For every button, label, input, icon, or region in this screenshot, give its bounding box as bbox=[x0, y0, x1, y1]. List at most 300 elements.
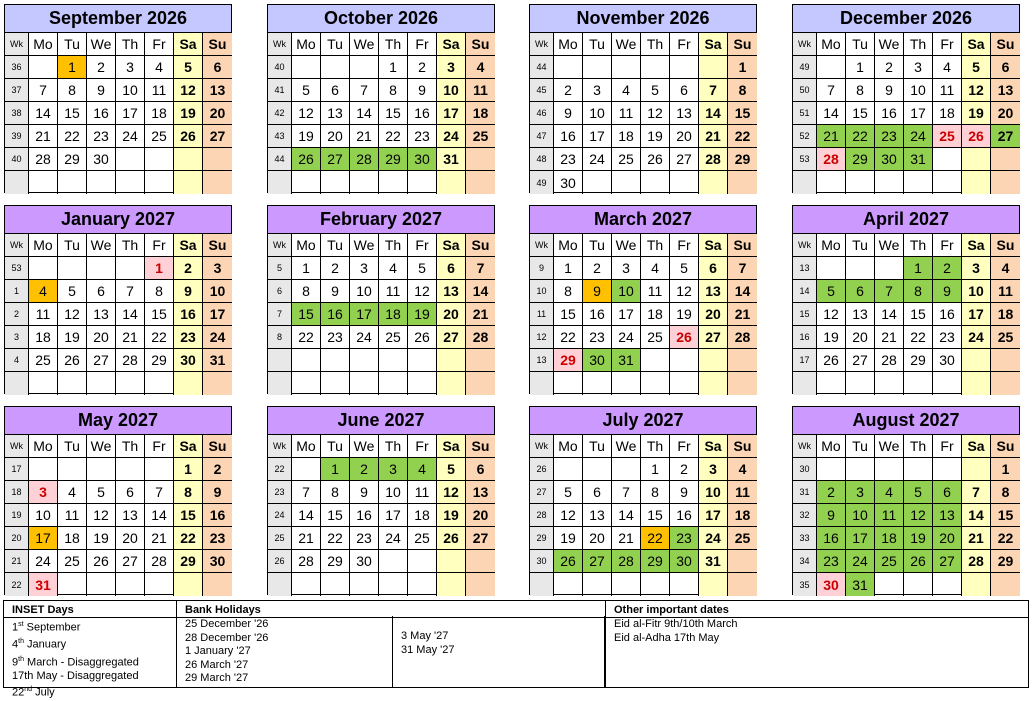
day-cell bbox=[350, 171, 379, 194]
day-cell: 17 bbox=[203, 303, 232, 326]
day-cell: 11 bbox=[408, 481, 437, 504]
day-cell bbox=[87, 372, 116, 395]
week-number: 49 bbox=[793, 56, 817, 79]
month-title: February 2027 bbox=[268, 206, 494, 234]
day-cell: 4 bbox=[145, 56, 174, 79]
day-cell: 16 bbox=[321, 303, 350, 326]
day-cell: 23 bbox=[408, 125, 437, 148]
week-number: 44 bbox=[268, 148, 292, 171]
day-cell: 27 bbox=[699, 326, 728, 349]
day-cell: 30 bbox=[203, 550, 232, 573]
week-number: 53 bbox=[793, 148, 817, 171]
weekday-header: We bbox=[612, 435, 641, 458]
day-cell: 25 bbox=[728, 527, 757, 550]
day-cell bbox=[583, 56, 612, 79]
day-cell: 7 bbox=[699, 79, 728, 102]
day-cell bbox=[991, 148, 1020, 171]
weekday-header: We bbox=[612, 234, 641, 257]
day-cell: 19 bbox=[292, 125, 321, 148]
weekday-header: Fr bbox=[933, 234, 962, 257]
day-cell bbox=[116, 458, 145, 481]
day-cell bbox=[466, 573, 495, 596]
day-cell bbox=[466, 148, 495, 171]
weekday-header: Wk bbox=[268, 435, 292, 458]
day-cell: 12 bbox=[58, 303, 87, 326]
day-cell: 1 bbox=[292, 257, 321, 280]
day-cell: 17 bbox=[612, 303, 641, 326]
day-cell: 11 bbox=[379, 280, 408, 303]
day-cell: 3 bbox=[350, 257, 379, 280]
day-cell bbox=[962, 349, 991, 372]
day-cell: 25 bbox=[641, 326, 670, 349]
weekday-header: Tu bbox=[846, 33, 875, 56]
day-cell: 7 bbox=[612, 481, 641, 504]
day-cell: 9 bbox=[875, 79, 904, 102]
day-cell bbox=[875, 171, 904, 194]
day-cell: 22 bbox=[145, 326, 174, 349]
weekday-header: Su bbox=[466, 234, 495, 257]
day-cell: 24 bbox=[612, 326, 641, 349]
weekday-header: Wk bbox=[530, 33, 554, 56]
day-cell bbox=[87, 257, 116, 280]
weekday-header: We bbox=[875, 234, 904, 257]
week-number: 26 bbox=[530, 458, 554, 481]
weekday-header: Tu bbox=[321, 33, 350, 56]
day-cell: 8 bbox=[321, 481, 350, 504]
day-cell bbox=[817, 372, 846, 395]
week-number: 22 bbox=[5, 573, 29, 596]
day-cell: 27 bbox=[583, 550, 612, 573]
week-number: 2 bbox=[5, 303, 29, 326]
day-cell bbox=[962, 372, 991, 395]
month-title: July 2027 bbox=[530, 407, 756, 435]
day-cell: 21 bbox=[699, 125, 728, 148]
day-cell: 9 bbox=[174, 280, 203, 303]
day-cell bbox=[904, 573, 933, 596]
day-cell: 12 bbox=[962, 79, 991, 102]
weekday-header: Wk bbox=[530, 234, 554, 257]
day-cell bbox=[145, 171, 174, 194]
day-cell bbox=[116, 171, 145, 194]
day-cell bbox=[875, 458, 904, 481]
weekday-header: Fr bbox=[145, 435, 174, 458]
day-cell: 7 bbox=[350, 79, 379, 102]
day-cell: 13 bbox=[321, 102, 350, 125]
day-cell bbox=[29, 56, 58, 79]
day-cell bbox=[875, 372, 904, 395]
day-cell: 30 bbox=[554, 171, 583, 194]
day-cell: 18 bbox=[408, 504, 437, 527]
day-cell: 11 bbox=[641, 280, 670, 303]
day-cell: 27 bbox=[466, 527, 495, 550]
day-cell: 16 bbox=[933, 303, 962, 326]
weekday-header: Fr bbox=[933, 33, 962, 56]
day-cell bbox=[408, 550, 437, 573]
weekday-header: We bbox=[612, 33, 641, 56]
day-cell: 18 bbox=[466, 102, 495, 125]
day-cell bbox=[87, 573, 116, 596]
week-number: 43 bbox=[268, 125, 292, 148]
day-cell: 8 bbox=[58, 79, 87, 102]
week-number bbox=[5, 171, 29, 194]
bank-holiday-item: 26 March '27 bbox=[185, 658, 249, 671]
day-cell: 5 bbox=[174, 56, 203, 79]
day-cell: 14 bbox=[728, 280, 757, 303]
weekday-header: Fr bbox=[408, 33, 437, 56]
day-cell bbox=[408, 349, 437, 372]
month-title: September 2026 bbox=[5, 5, 231, 33]
day-cell: 6 bbox=[87, 280, 116, 303]
weekday-header: Su bbox=[728, 435, 757, 458]
day-cell: 23 bbox=[933, 326, 962, 349]
day-cell: 31 bbox=[904, 148, 933, 171]
month-february-2027 bbox=[267, 205, 495, 394]
day-cell bbox=[174, 573, 203, 596]
day-cell: 1 bbox=[641, 458, 670, 481]
day-cell: 25 bbox=[612, 148, 641, 171]
day-cell: 21 bbox=[466, 303, 495, 326]
day-cell: 6 bbox=[583, 481, 612, 504]
day-cell: 15 bbox=[728, 102, 757, 125]
day-cell: 20 bbox=[583, 527, 612, 550]
day-cell bbox=[670, 349, 699, 372]
important-date-item: Eid al-Fitr 9th/10th March bbox=[614, 618, 738, 630]
week-number: 24 bbox=[268, 504, 292, 527]
day-cell: 3 bbox=[904, 56, 933, 79]
day-cell: 29 bbox=[846, 148, 875, 171]
day-cell bbox=[728, 550, 757, 573]
day-cell bbox=[321, 573, 350, 596]
day-cell: 20 bbox=[846, 326, 875, 349]
day-cell: 14 bbox=[350, 102, 379, 125]
weekday-header: Tu bbox=[321, 435, 350, 458]
important-date-item: Eid al-Adha 17th May bbox=[614, 631, 720, 644]
day-cell: 24 bbox=[29, 550, 58, 573]
week-number: 23 bbox=[268, 481, 292, 504]
week-number: 26 bbox=[268, 550, 292, 573]
day-cell: 7 bbox=[962, 481, 991, 504]
day-cell: 4 bbox=[379, 257, 408, 280]
day-cell: 7 bbox=[116, 280, 145, 303]
day-cell: 15 bbox=[379, 102, 408, 125]
weekday-header: Tu bbox=[583, 234, 612, 257]
weekday-header: We bbox=[350, 33, 379, 56]
day-cell: 9 bbox=[583, 280, 612, 303]
day-cell: 2 bbox=[554, 79, 583, 102]
day-cell: 20 bbox=[466, 504, 495, 527]
weekday-header: We bbox=[350, 435, 379, 458]
day-cell: 29 bbox=[58, 148, 87, 171]
day-cell: 18 bbox=[612, 125, 641, 148]
day-cell bbox=[350, 56, 379, 79]
day-cell bbox=[554, 573, 583, 596]
day-cell: 11 bbox=[145, 79, 174, 102]
day-cell: 24 bbox=[379, 527, 408, 550]
day-cell: 19 bbox=[87, 527, 116, 550]
day-cell: 28 bbox=[875, 349, 904, 372]
day-cell: 2 bbox=[670, 458, 699, 481]
day-cell: 9 bbox=[321, 280, 350, 303]
weekday-header: Su bbox=[991, 33, 1020, 56]
day-cell: 30 bbox=[875, 148, 904, 171]
day-cell: 14 bbox=[962, 504, 991, 527]
day-cell: 15 bbox=[321, 504, 350, 527]
weekday-header: Su bbox=[203, 234, 232, 257]
day-cell bbox=[350, 349, 379, 372]
day-cell: 10 bbox=[612, 280, 641, 303]
day-cell: 7 bbox=[145, 481, 174, 504]
day-cell: 22 bbox=[846, 125, 875, 148]
day-cell: 7 bbox=[728, 257, 757, 280]
day-cell: 8 bbox=[728, 79, 757, 102]
day-cell bbox=[145, 372, 174, 395]
day-cell bbox=[174, 171, 203, 194]
day-cell bbox=[379, 550, 408, 573]
day-cell: 16 bbox=[554, 125, 583, 148]
day-cell bbox=[728, 372, 757, 395]
week-number bbox=[268, 349, 292, 372]
day-cell: 30 bbox=[817, 573, 846, 596]
day-cell bbox=[29, 372, 58, 395]
day-cell: 23 bbox=[670, 527, 699, 550]
day-cell: 24 bbox=[699, 527, 728, 550]
day-cell: 20 bbox=[87, 326, 116, 349]
day-cell: 19 bbox=[174, 102, 203, 125]
day-cell bbox=[203, 372, 232, 395]
day-cell: 20 bbox=[933, 527, 962, 550]
day-cell bbox=[145, 148, 174, 171]
day-cell bbox=[379, 171, 408, 194]
week-number bbox=[5, 372, 29, 395]
day-cell bbox=[292, 349, 321, 372]
day-cell: 9 bbox=[670, 481, 699, 504]
day-cell: 3 bbox=[29, 481, 58, 504]
month-may-2027 bbox=[4, 406, 232, 595]
day-cell: 23 bbox=[203, 527, 232, 550]
day-cell bbox=[699, 573, 728, 596]
day-cell: 16 bbox=[408, 102, 437, 125]
day-cell bbox=[670, 56, 699, 79]
day-cell: 11 bbox=[58, 504, 87, 527]
day-cell bbox=[203, 573, 232, 596]
day-cell: 29 bbox=[379, 148, 408, 171]
day-cell: 16 bbox=[203, 504, 232, 527]
day-cell bbox=[58, 458, 87, 481]
day-cell: 8 bbox=[991, 481, 1020, 504]
day-cell: 29 bbox=[554, 349, 583, 372]
day-cell bbox=[817, 56, 846, 79]
day-cell: 14 bbox=[292, 504, 321, 527]
weekday-header: We bbox=[875, 435, 904, 458]
day-cell bbox=[846, 171, 875, 194]
day-cell: 14 bbox=[145, 504, 174, 527]
week-number: 30 bbox=[793, 458, 817, 481]
day-cell: 3 bbox=[203, 257, 232, 280]
weekday-header: Mo bbox=[554, 234, 583, 257]
day-cell: 10 bbox=[379, 481, 408, 504]
week-number: 40 bbox=[268, 56, 292, 79]
weekday-header: Sa bbox=[437, 234, 466, 257]
day-cell: 11 bbox=[875, 504, 904, 527]
month-june-2027 bbox=[267, 406, 495, 595]
day-cell: 10 bbox=[203, 280, 232, 303]
weekday-header: Wk bbox=[793, 33, 817, 56]
other-dates-header: Other important dates bbox=[606, 601, 1028, 618]
day-cell: 12 bbox=[670, 280, 699, 303]
day-cell bbox=[904, 458, 933, 481]
weekday-header: Tu bbox=[58, 435, 87, 458]
day-cell: 4 bbox=[612, 79, 641, 102]
day-cell: 12 bbox=[87, 504, 116, 527]
weekday-header: Sa bbox=[962, 435, 991, 458]
day-cell: 15 bbox=[904, 303, 933, 326]
day-cell bbox=[583, 171, 612, 194]
day-cell: 13 bbox=[437, 280, 466, 303]
day-cell: 14 bbox=[29, 102, 58, 125]
day-cell: 17 bbox=[962, 303, 991, 326]
week-number bbox=[268, 372, 292, 395]
weekday-header: Mo bbox=[554, 435, 583, 458]
day-cell bbox=[29, 257, 58, 280]
weekday-header: Su bbox=[991, 435, 1020, 458]
day-cell bbox=[554, 372, 583, 395]
day-cell: 23 bbox=[174, 326, 203, 349]
week-number: 53 bbox=[5, 257, 29, 280]
day-cell: 11 bbox=[29, 303, 58, 326]
day-cell: 21 bbox=[116, 326, 145, 349]
weekday-header: Mo bbox=[292, 234, 321, 257]
day-cell: 12 bbox=[408, 280, 437, 303]
day-cell: 28 bbox=[116, 349, 145, 372]
day-cell bbox=[846, 372, 875, 395]
month-title: December 2026 bbox=[793, 5, 1019, 33]
inset-day-item: 9th March - Disaggregated bbox=[12, 655, 139, 669]
day-cell bbox=[583, 372, 612, 395]
day-cell: 11 bbox=[991, 280, 1020, 303]
day-cell: 28 bbox=[817, 148, 846, 171]
weekday-header: Fr bbox=[933, 435, 962, 458]
day-cell: 4 bbox=[58, 481, 87, 504]
day-cell: 17 bbox=[699, 504, 728, 527]
day-cell: 24 bbox=[350, 326, 379, 349]
weekday-header: Th bbox=[641, 234, 670, 257]
weekday-header: Th bbox=[116, 234, 145, 257]
weekday-header: Th bbox=[904, 435, 933, 458]
day-cell bbox=[87, 458, 116, 481]
day-cell: 29 bbox=[321, 550, 350, 573]
day-cell: 21 bbox=[875, 326, 904, 349]
inset-days-list bbox=[4, 618, 176, 701]
day-cell bbox=[408, 372, 437, 395]
day-cell: 19 bbox=[962, 102, 991, 125]
day-cell: 4 bbox=[408, 458, 437, 481]
day-cell: 3 bbox=[116, 56, 145, 79]
day-cell: 23 bbox=[554, 148, 583, 171]
day-cell: 29 bbox=[904, 349, 933, 372]
day-cell: 10 bbox=[29, 504, 58, 527]
week-number: 4 bbox=[5, 349, 29, 372]
day-cell: 5 bbox=[817, 280, 846, 303]
day-cell: 24 bbox=[962, 326, 991, 349]
month-title: March 2027 bbox=[530, 206, 756, 234]
other-dates-column bbox=[605, 601, 1028, 687]
day-cell: 9 bbox=[933, 280, 962, 303]
week-number: 5 bbox=[268, 257, 292, 280]
month-title: June 2027 bbox=[268, 407, 494, 435]
day-cell bbox=[699, 56, 728, 79]
day-cell: 4 bbox=[728, 458, 757, 481]
day-cell: 4 bbox=[991, 257, 1020, 280]
day-cell bbox=[904, 171, 933, 194]
day-cell: 18 bbox=[58, 527, 87, 550]
weekday-header: Su bbox=[728, 234, 757, 257]
day-cell: 2 bbox=[933, 257, 962, 280]
day-cell: 26 bbox=[554, 550, 583, 573]
week-number: 51 bbox=[793, 102, 817, 125]
weekday-header: Fr bbox=[145, 234, 174, 257]
day-cell: 27 bbox=[116, 550, 145, 573]
day-cell: 21 bbox=[29, 125, 58, 148]
day-cell bbox=[174, 372, 203, 395]
week-number: 32 bbox=[793, 504, 817, 527]
weekday-header: Th bbox=[641, 33, 670, 56]
day-cell: 10 bbox=[699, 481, 728, 504]
day-cell: 18 bbox=[29, 326, 58, 349]
day-cell: 24 bbox=[116, 125, 145, 148]
day-cell bbox=[817, 171, 846, 194]
day-cell: 15 bbox=[58, 102, 87, 125]
day-cell: 15 bbox=[641, 504, 670, 527]
inset-days-header: INSET Days bbox=[4, 601, 176, 618]
week-number: 3 bbox=[5, 326, 29, 349]
day-cell bbox=[58, 372, 87, 395]
day-cell: 28 bbox=[699, 148, 728, 171]
day-cell: 29 bbox=[641, 550, 670, 573]
day-cell: 6 bbox=[466, 458, 495, 481]
day-cell: 6 bbox=[116, 481, 145, 504]
week-number: 49 bbox=[530, 171, 554, 194]
day-cell bbox=[292, 171, 321, 194]
day-cell bbox=[116, 573, 145, 596]
week-number bbox=[793, 372, 817, 395]
weekday-header: Wk bbox=[793, 435, 817, 458]
day-cell: 3 bbox=[612, 257, 641, 280]
day-cell: 3 bbox=[437, 56, 466, 79]
day-cell: 27 bbox=[203, 125, 232, 148]
day-cell: 8 bbox=[904, 280, 933, 303]
day-cell: 16 bbox=[174, 303, 203, 326]
day-cell: 18 bbox=[875, 527, 904, 550]
day-cell: 18 bbox=[728, 504, 757, 527]
day-cell bbox=[58, 257, 87, 280]
day-cell bbox=[933, 148, 962, 171]
day-cell: 6 bbox=[991, 56, 1020, 79]
day-cell: 28 bbox=[962, 550, 991, 573]
inset-days-column bbox=[4, 601, 177, 699]
weekday-header: Su bbox=[203, 33, 232, 56]
day-cell: 1 bbox=[58, 56, 87, 79]
day-cell bbox=[466, 550, 495, 573]
day-cell: 31 bbox=[29, 573, 58, 596]
day-cell: 11 bbox=[466, 79, 495, 102]
day-cell: 15 bbox=[174, 504, 203, 527]
day-cell: 17 bbox=[437, 102, 466, 125]
day-cell bbox=[437, 171, 466, 194]
other-dates-list bbox=[606, 618, 1028, 645]
day-cell bbox=[962, 171, 991, 194]
day-cell bbox=[116, 148, 145, 171]
day-cell: 31 bbox=[846, 573, 875, 596]
